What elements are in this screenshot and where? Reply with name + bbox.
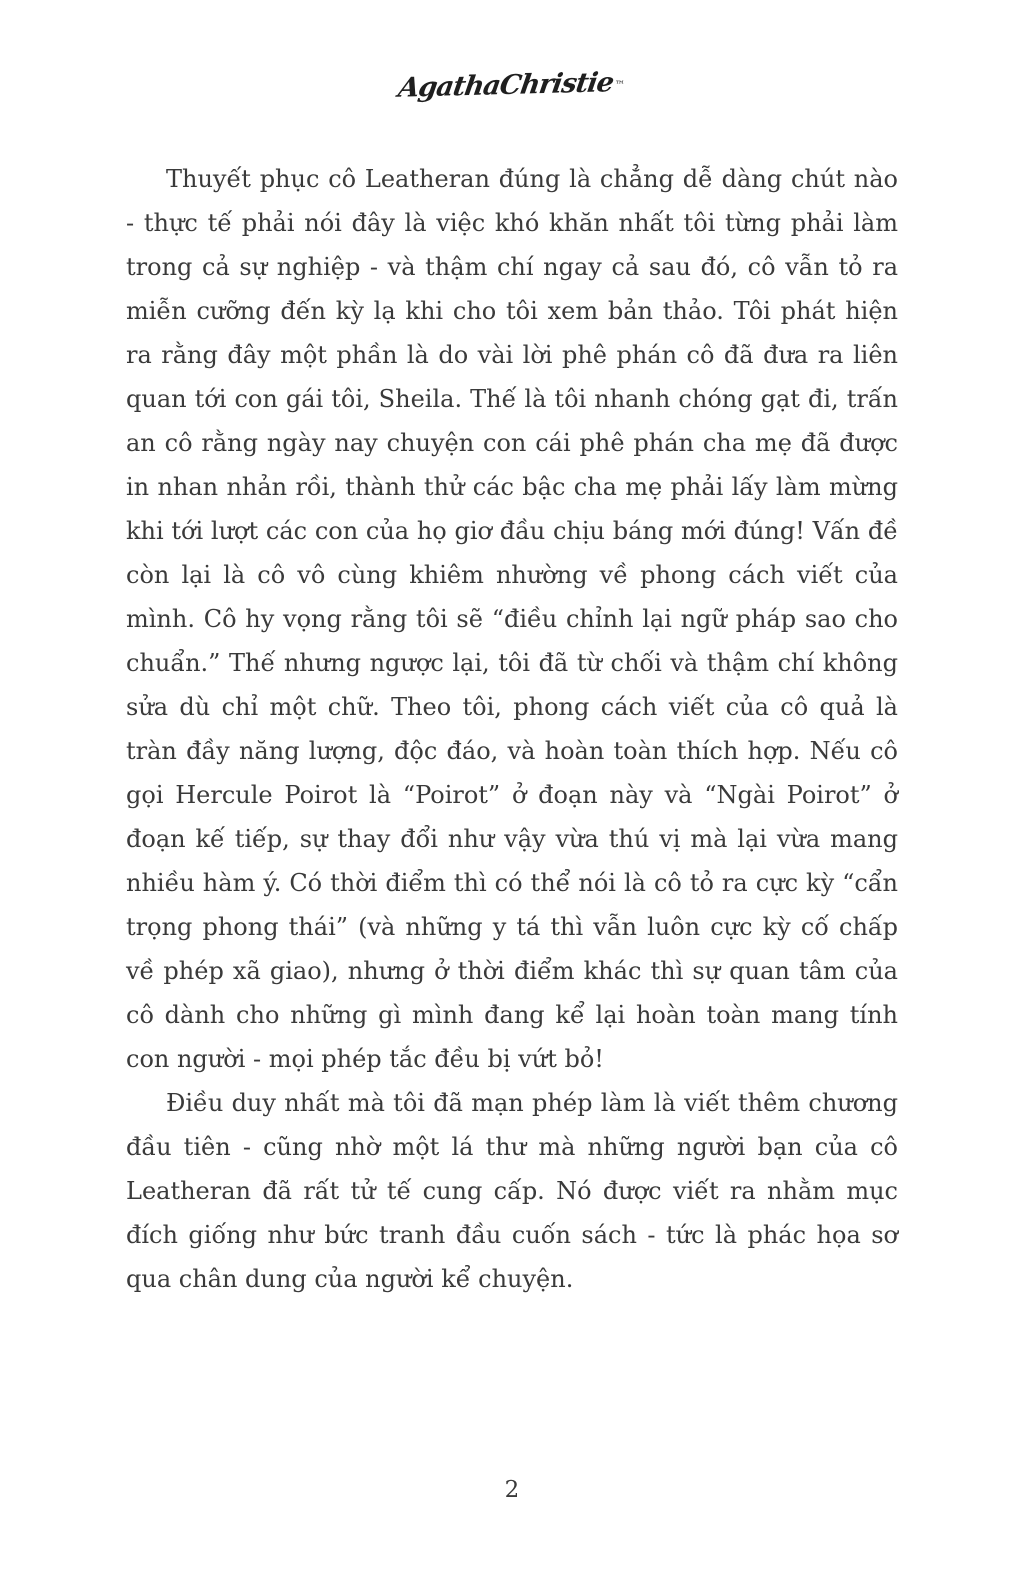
page-number: 2 <box>504 1477 520 1503</box>
author-signature: AgathaChristie <box>396 67 616 104</box>
page-footer <box>0 1477 1024 1503</box>
paragraph-1: Thuyết phục cô Leatheran đúng là chẳng dễ dàng chút nào - thực tế phải nói đây là việc khó khăn nhất tôi từng phải làm trong cả sự nghiệp - và thậm chí ngay cả sau đó, cô vẫn tỏ ra miễn cưỡng đến kỳ lạ khi cho tôi xem bản thảo. Tôi phát hiện ra rằng đây một phần là do vài lời phê phán cô đã đưa ra liên quan tới con gái tôi, Sheila. Thế là tôi nhanh chóng gạt đi, trấn an cô rằng ngày nay chuyện con cái phê phán cha mẹ đã được in nhan nhản rồi, thành thử các bậc cha mẹ phải lấy làm mừng khi tới lượt các con của họ giơ đầu chịu báng mới đúng! Vấn đề còn lại là cô vô cùng khiêm nhường về phong cách viết của mình. Cô hy vọng rằng tôi sẽ “điều chỉnh lại ngữ pháp sao cho chuẩn.” Thế nhưng ngược lại, tôi đã từ chối và thậm chí không sửa dù chỉ một chữ. Theo tôi, phong cách viết của cô quả là tràn đầy năng lượng, độc đáo, và hoàn toàn thích hợp. Nếu cô gọi Hercule Poirot là “Poirot” ở đoạn này và “Ngài Poirot” ở đoạn kế tiếp, sự thay đổi như vậy vừa thú vị mà lại vừa mang nhiều hàm ý. Có thời điểm thì có thể nói là cô tỏ ra cực kỳ “cẩn trọng phong thái” (và những y tá thì vẫn luôn cực kỳ cố chấp về phép xã giao), nhưng ở thời điểm khác thì sự quan tâm của cô dành cho những gì mình đang kể lại hoàn toàn mang tính con người - mọi phép tắc đều bị vứt bỏ! <box>126 165 898 1073</box>
page-header <box>0 0 1024 104</box>
trademark-mark: ™ <box>614 79 625 91</box>
paragraph-2: Điều duy nhất mà tôi đã mạn phép làm là viết thêm chương đầu tiên - cũng nhờ một lá thư mà những người bạn của cô Leatheran đã rất tử tế cung cấp. Nó được viết ra nhằm mục đích giống như bức tranh đầu cuốn sách - tức là phác họa sơ qua chân dung của người kể chuyện. <box>126 1089 898 1293</box>
page-body <box>0 157 1024 1301</box>
